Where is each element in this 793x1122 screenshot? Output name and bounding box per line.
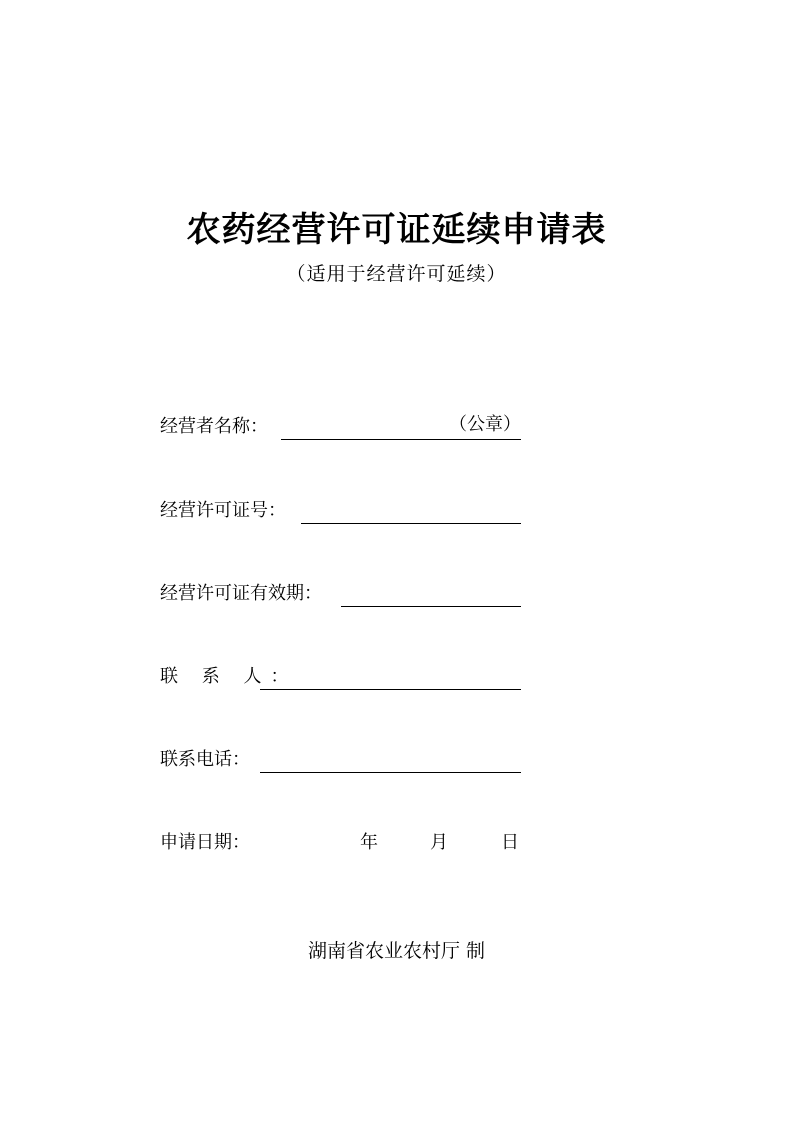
- license-number-label: 经营许可证号：: [160, 500, 286, 521]
- contact-phone-input-line[interactable]: [260, 744, 521, 773]
- application-date-field: [160, 828, 521, 858]
- document-title: 农药经营许可证延续申请表: [186, 210, 607, 250]
- operator-name-label: 经营者名称：: [160, 416, 268, 437]
- contact-phone-label: 联系电话：: [160, 749, 250, 770]
- license-number-input-line[interactable]: [301, 495, 521, 524]
- contact-person-label: 联 系 人：: [160, 666, 298, 687]
- date-day-label: 日: [501, 832, 519, 853]
- license-validity-input-line[interactable]: [341, 578, 521, 607]
- official-seal-note: （公章）: [449, 414, 521, 435]
- operator-name-field: [160, 412, 521, 442]
- contact-person-field: [160, 662, 521, 692]
- document-subtitle: （适用于经营许可延续）: [286, 263, 507, 285]
- date-month-label: 月: [430, 832, 448, 853]
- license-validity-label: 经营许可证有效期：: [160, 583, 322, 604]
- license-number-field: [160, 496, 521, 526]
- license-validity-field: [160, 579, 521, 609]
- contact-person-input-line[interactable]: [260, 661, 521, 690]
- contact-phone-field: [160, 745, 521, 775]
- application-date-label: 申请日期：: [160, 832, 250, 853]
- date-year-label: 年: [360, 832, 378, 853]
- issuing-authority: 湖南省农业农村厅 制: [307, 940, 486, 962]
